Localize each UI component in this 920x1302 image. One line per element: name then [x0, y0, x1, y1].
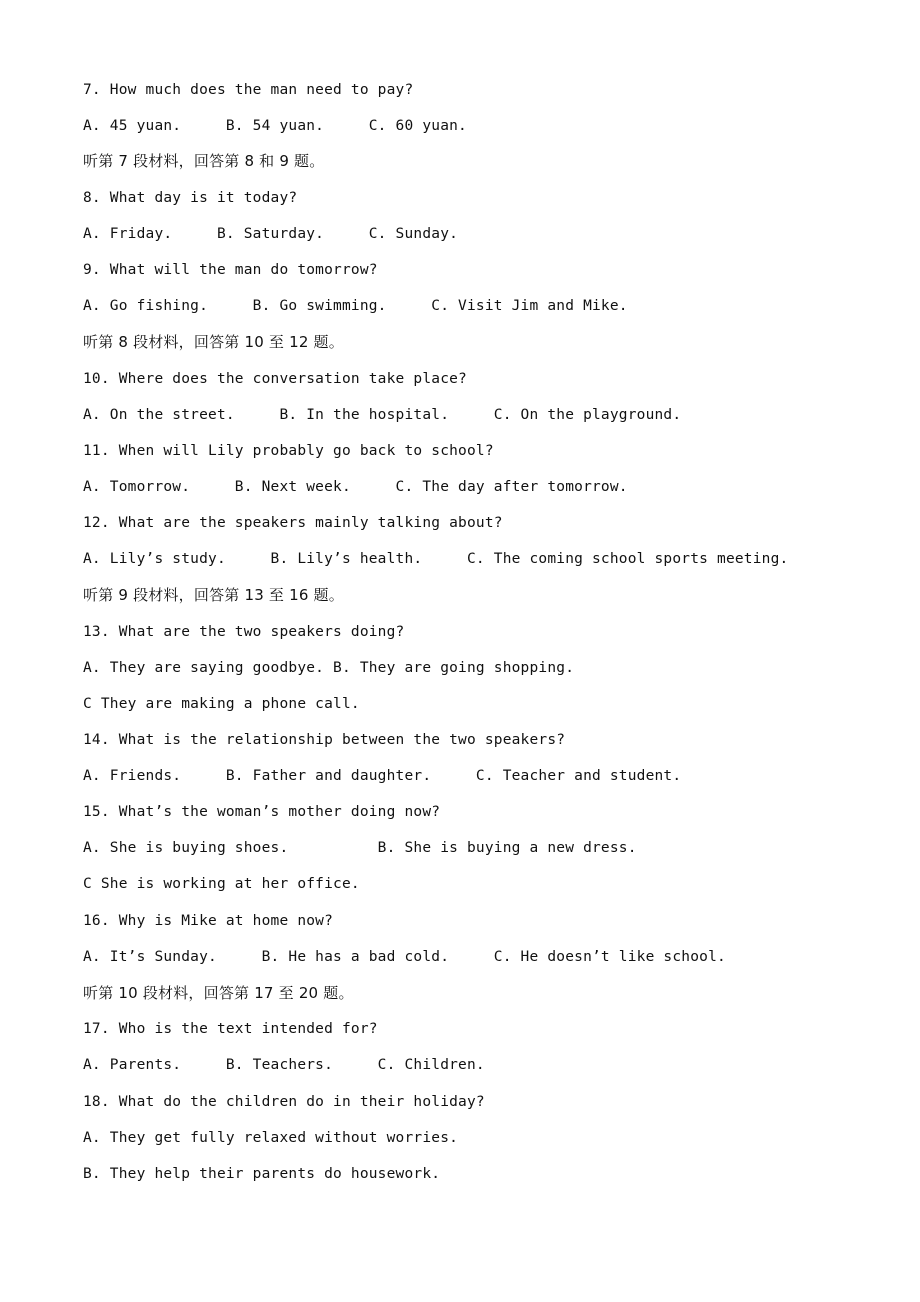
question-16: 16. Why is Mike at home now? [83, 913, 334, 929]
options-13-ab: A. They are saying goodbye. B. They are going shopping. [83, 660, 575, 676]
section-heading-7: 听第 7 段材料，回答第 8 和 9 题。 [83, 152, 325, 170]
question-8: 8. What day is it today? [83, 190, 298, 206]
options-13-c: C They are making a phone call. [83, 696, 360, 712]
options-18-b: B. They help their parents do housework. [83, 1166, 441, 1182]
question-15: 15. What’s the woman’s mother doing now? [83, 804, 441, 820]
question-7: 7. How much does the man need to pay? [83, 82, 414, 98]
question-11: 11. When will Lily probably go back to school? [83, 443, 494, 459]
options-7: A. 45 yuan. B. 54 yuan. C. 60 yuan. [83, 118, 467, 134]
options-16: A. It’s Sunday. B. He has a bad cold. C. He doesn’t like school. [83, 949, 726, 965]
options-17: A. Parents. B. Teachers. C. Children. [83, 1057, 485, 1073]
options-8: A. Friday. B. Saturday. C. Sunday. [83, 226, 459, 242]
options-18-a: A. They get fully relaxed without worries. [83, 1130, 459, 1146]
question-9: 9. What will the man do tomorrow? [83, 262, 378, 278]
options-14: A. Friends. B. Father and daughter. C. Teacher and student. [83, 768, 682, 784]
question-17: 17. Who is the text intended for? [83, 1021, 378, 1037]
options-12: A. Lily’s study. B. Lily’s health. C. The coming school sports meeting. [83, 551, 789, 567]
options-15-ab: A. She is buying shoes. B. She is buying a new dress. [83, 840, 637, 856]
question-10: 10. Where does the conversation take place? [83, 371, 467, 387]
question-14: 14. What is the relationship between the two speakers? [83, 732, 566, 748]
question-13: 13. What are the two speakers doing? [83, 624, 405, 640]
options-15-c: C She is working at her office. [83, 876, 360, 892]
options-10: A. On the street. B. In the hospital. C. On the playground. [83, 407, 682, 423]
section-heading-8: 听第 8 段材料，回答第 10 至 12 题。 [83, 333, 344, 351]
section-heading-9: 听第 9 段材料，回答第 13 至 16 题。 [83, 586, 344, 604]
options-11: A. Tomorrow. B. Next week. C. The day after tomorrow. [83, 479, 628, 495]
question-18: 18. What do the children do in their holiday? [83, 1094, 485, 1110]
question-12: 12. What are the speakers mainly talking about? [83, 515, 503, 531]
options-9: A. Go fishing. B. Go swimming. C. Visit Jim and Mike. [83, 298, 628, 314]
section-heading-10: 听第 10 段材料，回答第 17 至 20 题。 [83, 984, 354, 1002]
